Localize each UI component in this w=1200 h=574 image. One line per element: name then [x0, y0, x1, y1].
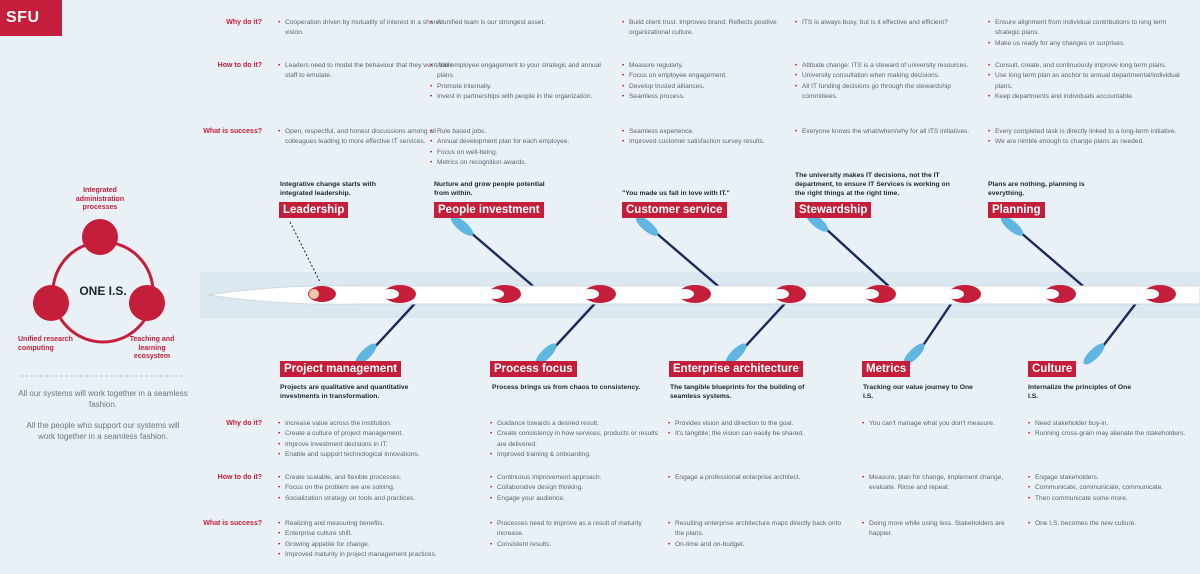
culture-caption: Internalize the principles of One I.S.	[1028, 384, 1132, 400]
list-item: • Consistent results.	[490, 540, 668, 550]
list-item: • Seamless experience.	[622, 127, 800, 137]
circle-label-admin: Integrated administration processes	[75, 187, 125, 211]
statement-systems: All our systems will work together in a seamless fashion.	[18, 389, 188, 409]
list-item: • Role based jobs.	[430, 127, 608, 137]
planning-how	[988, 61, 1188, 103]
project-management-label: Project management	[280, 361, 401, 377]
list-item: • Build client trust. Improves brand. Reflects positive organizational culture.	[622, 18, 800, 39]
list-item: • Cooperation driven by mutuality of interest in a shared vision.	[278, 18, 456, 39]
list-item: • One I.S. becomes the new culture.	[1028, 519, 1193, 529]
list-item: • Promote internally.	[430, 82, 608, 92]
stewardship-success	[795, 127, 973, 137]
list-item: • ITS is always busy, but is it effective and efficient?	[795, 18, 973, 28]
list-item: • Realizing and measuring benefits.	[278, 519, 478, 529]
list-item: • Provides vision and direction to the goal.	[668, 419, 846, 429]
culture-why	[1028, 419, 1193, 440]
stewardship-why	[795, 18, 973, 28]
list-item: • On-time and on-budget.	[668, 540, 846, 550]
list-item: • Leaders need to model the behaviour that they want their staff to emulate.	[278, 61, 456, 82]
leadership-caption: Integrative change starts with integrated leadership.	[280, 181, 376, 197]
list-item: • Develop trusted alliances.	[622, 82, 800, 92]
row-label-why-bottom: Why do it?	[226, 420, 262, 427]
list-item: • Create scalable, and flexible processes.	[278, 473, 468, 483]
list-item: • Engage your audience.	[490, 494, 668, 504]
list-item: • Use long term plan as anchor to annual departmental/individual plans.	[988, 71, 1188, 92]
metrics-caption: Tracking our value journey to One I.S.	[863, 384, 973, 400]
list-item: • Need stakeholder buy-in.	[1028, 419, 1193, 429]
list-item: • Metrics on recognition awards.	[430, 158, 608, 168]
circle-label-research: Unified research computing	[18, 336, 73, 352]
row-label-success-top: What is success?	[203, 128, 262, 135]
people-investment-caption: Nurture and grow people potential from within.	[434, 181, 545, 197]
list-item: • Focus on well-being.	[430, 148, 608, 158]
culture-success	[1028, 519, 1193, 529]
row-label-success-bottom: What is success?	[203, 520, 262, 527]
list-item: • Guidance towards a desired result.	[490, 419, 668, 429]
list-item: • Make us ready for any changes or surprises.	[988, 39, 1188, 49]
culture-label: Culture	[1028, 361, 1076, 377]
list-item: • Every completed task is directly linked to a long-term initiative.	[988, 127, 1188, 137]
list-item: • Focus on the problem we are solving.	[278, 483, 468, 493]
list-item: • Enable and support technological innovations.	[278, 450, 468, 460]
list-item: • Consult, create, and continuously improve long term plans.	[988, 61, 1188, 71]
list-item: • Doing more while using less. Stakeholders are happier.	[862, 519, 1012, 540]
list-item: • Continuous improvement approach.	[490, 473, 668, 483]
list-item: • Engage stakeholders.	[1028, 473, 1193, 483]
people-investment-how	[430, 61, 608, 103]
list-item: • Processes need to improve as a result of maturity increase.	[490, 519, 668, 540]
list-item: • Then communicate some more.	[1028, 494, 1193, 504]
people-investment-success	[430, 127, 608, 169]
statement-people: All the people who support our systems will work together in a seamless fashion.	[26, 421, 180, 441]
process-focus-label: Process focus	[490, 361, 577, 377]
project-management-caption: Projects are qualitative and quantitative investments in transformation.	[280, 384, 409, 400]
customer-service-label: Customer service	[622, 202, 727, 218]
list-item: • Measure, plan for change, implement change, evaluate. Rinse and repeat.	[862, 473, 1012, 494]
planning-label: Planning	[988, 202, 1045, 218]
leadership-label: Leadership	[279, 202, 348, 218]
list-item: • Annual development plan for each employee.	[430, 137, 608, 147]
list-item: • Resulting enterprise architecture maps directly back onto the plans.	[668, 519, 846, 540]
list-item: • Growing appetite for change.	[278, 540, 478, 550]
stewardship-caption: The university makes IT decisions, not the IT department, to ensure IT Services is working on the right things at the right time.	[795, 172, 950, 197]
list-item: • Improved maturity in project management practices.	[278, 550, 478, 560]
culture-how	[1028, 473, 1193, 504]
process-focus-how	[490, 473, 668, 504]
project-management-success	[278, 519, 478, 561]
planning-why	[988, 18, 1188, 49]
list-item: • Keep departments and individuals accountable.	[988, 92, 1188, 102]
process-focus-success	[490, 519, 668, 550]
enterprise-architecture-caption: The tangible blueprints for the building of seamless systems.	[670, 384, 805, 400]
list-item: • Running cross-grain may alienate the stakeholders.	[1028, 429, 1193, 439]
list-item: • A unified team is our strongest asset.	[430, 18, 608, 28]
list-item: • Ensure alignment from individual contributions to long term strategic plans.	[988, 18, 1188, 39]
enterprise-architecture-success	[668, 519, 846, 550]
sfu-logo: SFU	[0, 0, 62, 36]
list-item: • It's tangible; the vision can easily be shared.	[668, 429, 846, 439]
metrics-label: Metrics	[862, 361, 910, 377]
list-item: • Socialization strategy on tools and practices.	[278, 494, 468, 504]
stewardship-how	[795, 61, 973, 103]
planning-success	[988, 127, 1188, 148]
process-focus-caption: Process brings us from chaos to consistency.	[492, 384, 641, 391]
row-label-how-top: How to do it?	[217, 62, 262, 69]
list-item: • Invest in partnerships with people in the organization.	[430, 92, 608, 102]
list-item: • We are nimble enough to change plans as needed.	[988, 137, 1188, 147]
circle-label-teaching: Teaching and learning ecosystem	[129, 336, 175, 360]
list-item: • Add employee engagement to your strategic and annual plans.	[430, 61, 608, 82]
list-item: • Enterprise culture shift.	[278, 529, 478, 539]
planning-caption: Plans are nothing, planning is everything.	[988, 181, 1085, 197]
process-focus-why	[490, 419, 668, 461]
list-item: • Engage a professional enterprise architect.	[668, 473, 846, 483]
list-item: • University consultation when making decisions.	[795, 71, 973, 81]
list-item: • Seamless process.	[622, 92, 800, 102]
list-item: • Increase value across the institution.	[278, 419, 468, 429]
row-label-how-bottom: How to do it?	[217, 474, 262, 481]
list-item: • Create consistency in how services, products or results are delivered.	[490, 429, 668, 450]
metrics-why	[862, 419, 1012, 429]
one-is-diagram	[33, 219, 165, 342]
people-investment-label: People investment	[434, 202, 544, 218]
project-management-why	[278, 419, 468, 461]
list-item: • Everyone knows the what/when/why for all ITS initiatives.	[795, 127, 973, 137]
stewardship-label: Stewardship	[795, 202, 871, 218]
enterprise-architecture-how	[668, 473, 846, 483]
metrics-success	[862, 519, 1012, 540]
customer-service-success	[622, 127, 800, 148]
customer-service-caption: "You made us fall in love with IT."	[622, 190, 730, 197]
metrics-how	[862, 473, 1012, 494]
customer-service-how	[622, 61, 800, 103]
people-investment-why	[430, 18, 608, 28]
list-item: • Collaborative design thinking.	[490, 483, 668, 493]
list-item: • Measure regularly.	[622, 61, 800, 71]
enterprise-architecture-label: Enterprise architecture	[669, 361, 803, 377]
list-item: • Improve investment decisions in IT.	[278, 440, 468, 450]
list-item: • Create a culture of project management.	[278, 429, 468, 439]
list-item: • You can't manage what you don't measure.	[862, 419, 1012, 429]
one-is-title: ONE I.S.	[79, 284, 127, 298]
customer-service-why	[622, 18, 800, 39]
list-item: • Focus on employee engagement.	[622, 71, 800, 81]
enterprise-architecture-why	[668, 419, 846, 440]
list-item: • Improved training & onboarding.	[490, 450, 668, 460]
list-item: • Open, respectful, and honest discussions among all colleagues leading to more effective IT services.	[278, 127, 456, 148]
list-item: • All IT funding decisions go through the stewardship committees.	[795, 82, 973, 103]
list-item: • Attitude change: ITS is a steward of university resources.	[795, 61, 973, 71]
list-item: • Improved customer satisfaction survey results.	[622, 137, 800, 147]
project-management-how	[278, 473, 468, 504]
row-label-why-top: Why do it?	[226, 19, 262, 26]
list-item: • Communicate, communicate, communicate.	[1028, 483, 1193, 493]
